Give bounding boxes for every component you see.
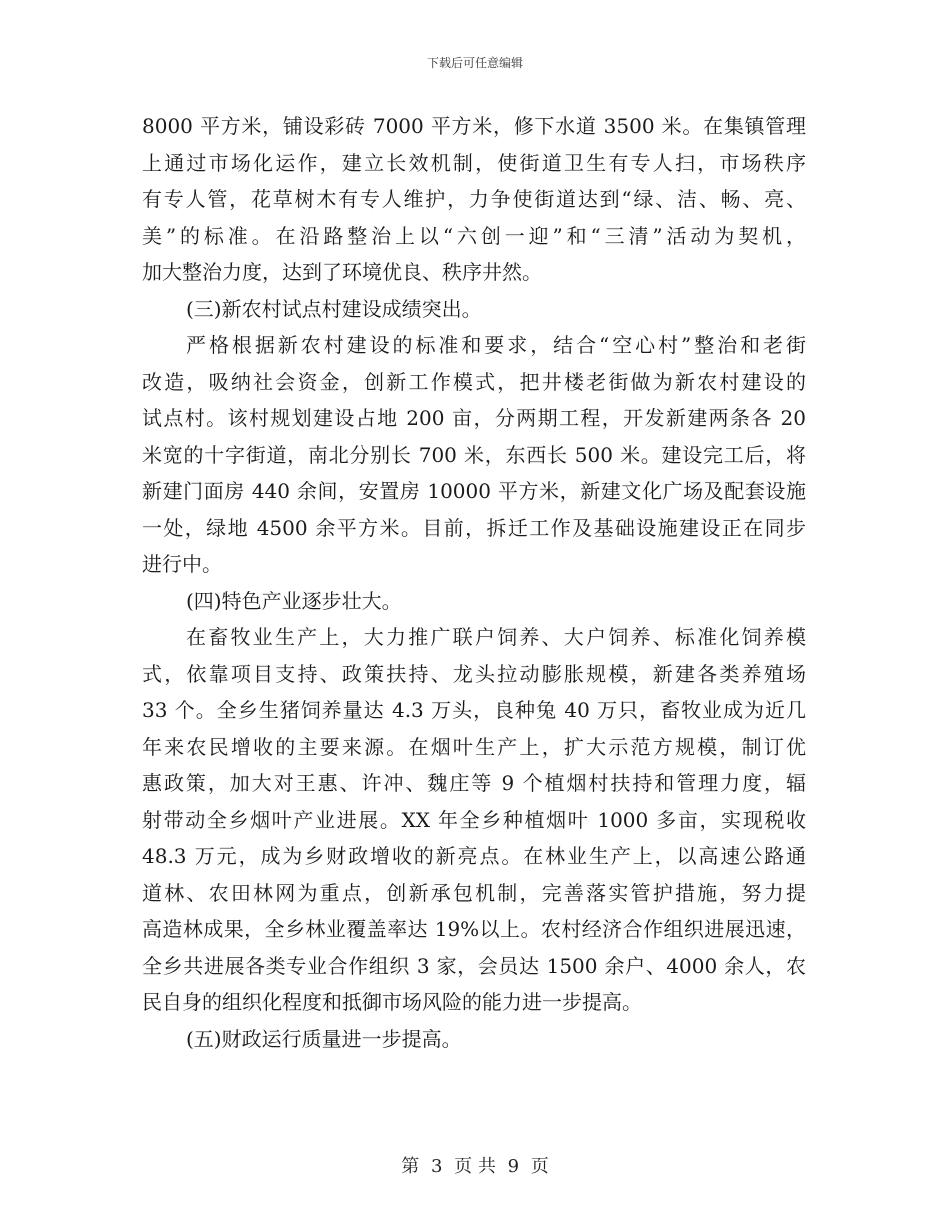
body-line: 惠政策，加大对王惠、许冲、魏庄等 9 个植烟村扶持和管理力度，辐 bbox=[142, 771, 806, 795]
body-line: 33 个。全乡生猪饲养量达 4.3 万头，良种兔 40 万只，畜牧业成为近几 bbox=[142, 698, 806, 722]
body-line: 一处，绿地 4500 余平方米。目前，拆迁工作及基础设施建设正在同步 bbox=[142, 515, 806, 540]
body-line: 年来农民增收的主要来源。在烟叶生产上，扩大示范方规模，制订优 bbox=[142, 734, 806, 759]
body-line: 上通过市场化运作，建立长效机制，使街道卫生有专人扫，市场秩序 bbox=[142, 150, 806, 175]
body-line: 高造林成果，全乡林业覆盖率达 19%以上。农村经济合作组织进展迅速， bbox=[142, 917, 806, 941]
body-line: 道林、农田林网为重点，创新承包机制，完善落实管护措施，努力提 bbox=[142, 880, 806, 905]
body-line: 美”的标准。在沿路整治上以“六创一迎”和“三清”活动为契机， bbox=[142, 223, 806, 248]
body-line: 在畜牧业生产上，大力推广联户饲养、大户饲养、标准化饲养模 bbox=[186, 625, 806, 649]
footer-middle: 页 共 bbox=[454, 1156, 496, 1177]
body-line: 式，依靠项目支持、政策扶持、龙头拉动膨胀规模，新建各类养殖场 bbox=[142, 661, 806, 686]
body-line: 新建门面房 440 余间，安置房 10000 平方米，新建文化广场及配套设施 bbox=[142, 479, 806, 503]
body-line: 米宽的十字街道，南北分别长 700 米，东西长 500 米。建设完工后，将 bbox=[142, 442, 806, 467]
section-heading: (四)特色产业逐步壮大。 bbox=[186, 588, 402, 613]
body-line: 全乡共进展各类专业合作组织 3 家，会员达 1500 余户、4000 余人，农 bbox=[142, 953, 806, 978]
footer-suffix: 页 bbox=[530, 1156, 549, 1177]
section-heading: (三)新农村试点村建设成绩突出。 bbox=[186, 296, 482, 321]
page-footer bbox=[0, 1152, 950, 1178]
page-header: 下载后可任意编辑 bbox=[426, 56, 523, 70]
body-line: 民自身的组织化程度和抵御市场风险的能力进一步提高。 bbox=[142, 990, 642, 1014]
body-line: 加大整治力度，达到了环境优良、秩序井然。 bbox=[142, 260, 542, 284]
document-body bbox=[142, 108, 806, 1057]
body-line: 改造，吸纳社会资金，创新工作模式，把井楼老街做为新农村建设的 bbox=[142, 369, 806, 394]
body-line: 试点村。该村规划建设占地 200 亩，分两期工程，开发新建两条各 20 bbox=[142, 406, 806, 430]
body-line: 进行中。 bbox=[142, 552, 222, 576]
body-line: 48.3 万元，成为乡财政增收的新亮点。在林业生产上，以高速公路通 bbox=[142, 844, 806, 868]
body-line: 有专人管，花草树木有专人维护，力争使街道达到“绿、洁、畅、亮、 bbox=[142, 187, 806, 211]
footer-current-page: 3 bbox=[430, 1156, 443, 1177]
body-line: 严格根据新农村建设的标准和要求，结合“空心村”整治和老街 bbox=[186, 333, 806, 357]
body-line: 射带动全乡烟叶产业进展。XX 年全乡种植烟叶 1000 多亩，实现税收 bbox=[142, 807, 806, 832]
footer-prefix: 第 bbox=[401, 1156, 420, 1177]
body-line: 8000 平方米，铺设彩砖 7000 平方米，修下水道 3500 米。在集镇管理 bbox=[142, 114, 806, 138]
footer-total-pages: 9 bbox=[507, 1156, 520, 1177]
section-heading: (五)财政运行质量进一步提高。 bbox=[186, 1026, 462, 1051]
